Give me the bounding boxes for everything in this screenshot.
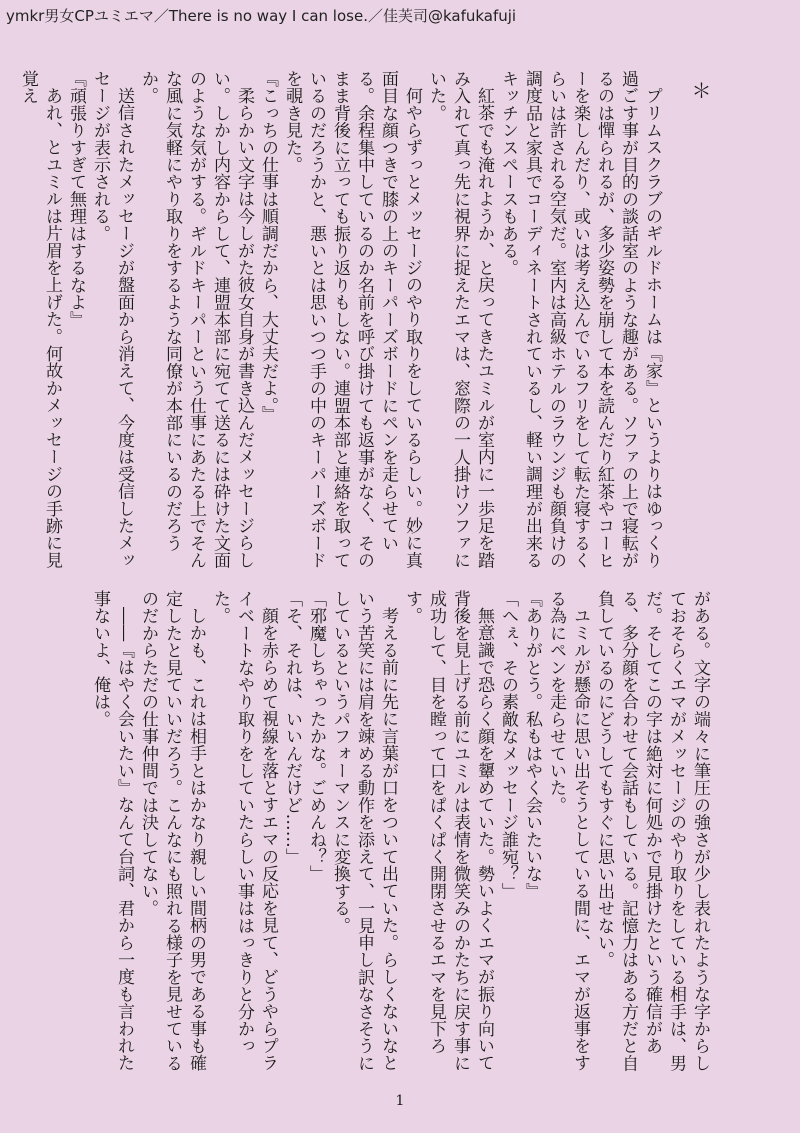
paragraph: 送信されたメッセージが盤面から消えて、今度は受信したメッセージが表示される。 xyxy=(90,70,134,569)
page-number: 1 xyxy=(395,1093,405,1109)
dialogue-line: 『ありがとう。私もはやく会いたいな』 xyxy=(522,590,542,900)
marker-gap xyxy=(664,70,688,71)
section-marker: ＊ xyxy=(688,80,712,101)
paragraph: ユミルが懸命に思い出そうとしている間に、エマが返事をする為にペンを走らせていた。 xyxy=(546,590,590,1072)
paragraph: プリムスクラブのギルドホームは『家』というよりはゆっくり過ごす事が目的の談話室のような趣がある。ソファの上で寝転がるのは憚られるが、多少姿勢を崩して本を読んだり紅茶やコーヒーを楽しんだり、或いは考え込んでいるフリをして転た寝するくらいは許される空気だ。室内は高級ホテルのラウンジも顔負けの調度品と家具でコーディネートされているし、軽い調理が出来るキッチンスペースもある。 xyxy=(498,70,662,569)
paragraph: 柔らかい文字は今しがた彼女自身が書き込んだメッセージらしい。しかし内容からして、連盟本部に宛てて送るには砕けた文面のような気がする。ギルドキーパーという仕事にあたる上でそんな風に気軽にやり取りをするような同僚が本部にいるのだろうか。 xyxy=(138,70,254,569)
document-header: ymkr男女CPユミエマ／There is no way I can lose.／佳芙司@kafukafuji xyxy=(6,7,517,25)
text-block-bottom xyxy=(88,590,712,1080)
dialogue-line: 「邪魔しちゃったかな。ごめんね？」 xyxy=(306,590,326,883)
paragraph: 無意識で恐らく顔を顰めていた。勢いよくエマが振り向いて背後を見上げる前にユミルは表情を微笑みのかたちに戻す事に成功して、目を瞠って口をぱくぱく開閉させるエマを見下ろす。 xyxy=(402,590,494,1072)
dialogue-line: 『頑張りすぎて無理はするなよ』 xyxy=(66,70,86,328)
paragraph: 紅茶でも淹れようか、と戻ってきたユミルが室内に一歩足を踏み入れて真っ先に視界に捉えたエマは、窓際の一人掛けソファにいた。 xyxy=(426,70,494,569)
paragraph: がある。文字の端々に筆圧の強さが少し表れたような字からしておそらくエマがメッセージのやり取りをしている相手は、男だ。そしてこの字は絶対に何処かで見掛けたという確信がある、多分顔を合わせて会話もしている。記憶力はある方だと自負しているのにどうしてもすぐに思い出せない。 xyxy=(594,590,710,1072)
paragraph: ――『はやく会いたい』なんて台詞、君から一度も言われた事ないよ、俺は。 xyxy=(90,590,134,1072)
dialogue-line: 『こっちの仕事は順調だから、大丈夫だよ。』 xyxy=(258,70,278,423)
dialogue-line: 「へぇ、その素敵なメッセージ誰宛？」 xyxy=(498,590,518,900)
paragraph: 考える前に先に言葉が口をついて出ていた。らしくないなという苦笑には肩を竦める動作を添えて、一見申し訳なさそうにしているというパフォーマンスに変換する。 xyxy=(330,590,398,1072)
dialogue-line: 「そ、それは、いいんだけど……」 xyxy=(282,590,302,866)
text-block-top xyxy=(18,70,712,570)
paragraph: しかも、これは相手とはかなり親しい間柄の男である事も確定したと見ていいだろう。こんなにも照れる様子を見せているのだからただの仕事仲間では決してない。 xyxy=(138,590,206,1072)
paragraph: 何やらずっとメッセージのやり取りをしているらしい。妙に真面目な顔つきで膝の上のキーパーズボードにペンを走らせている。余程集中しているのか名前を呼び掛けても返事がなく、そのまま背後に立っても振り返りもしない。連盟本部と連絡を取っているのだろうかと、悪いとは思いつつ手の中のキーパーズボードを覗き見た。 xyxy=(282,70,422,569)
paragraph: あれ、とユミルは片眉を上げた。何故かメッセージの手跡に見覚え xyxy=(18,70,62,569)
paragraph: 顔を赤らめて視線を落とすエマの反応を見て、どうやらプライベートなやり取りをしていたらしい事ははっきりと分かった。 xyxy=(210,590,278,1072)
